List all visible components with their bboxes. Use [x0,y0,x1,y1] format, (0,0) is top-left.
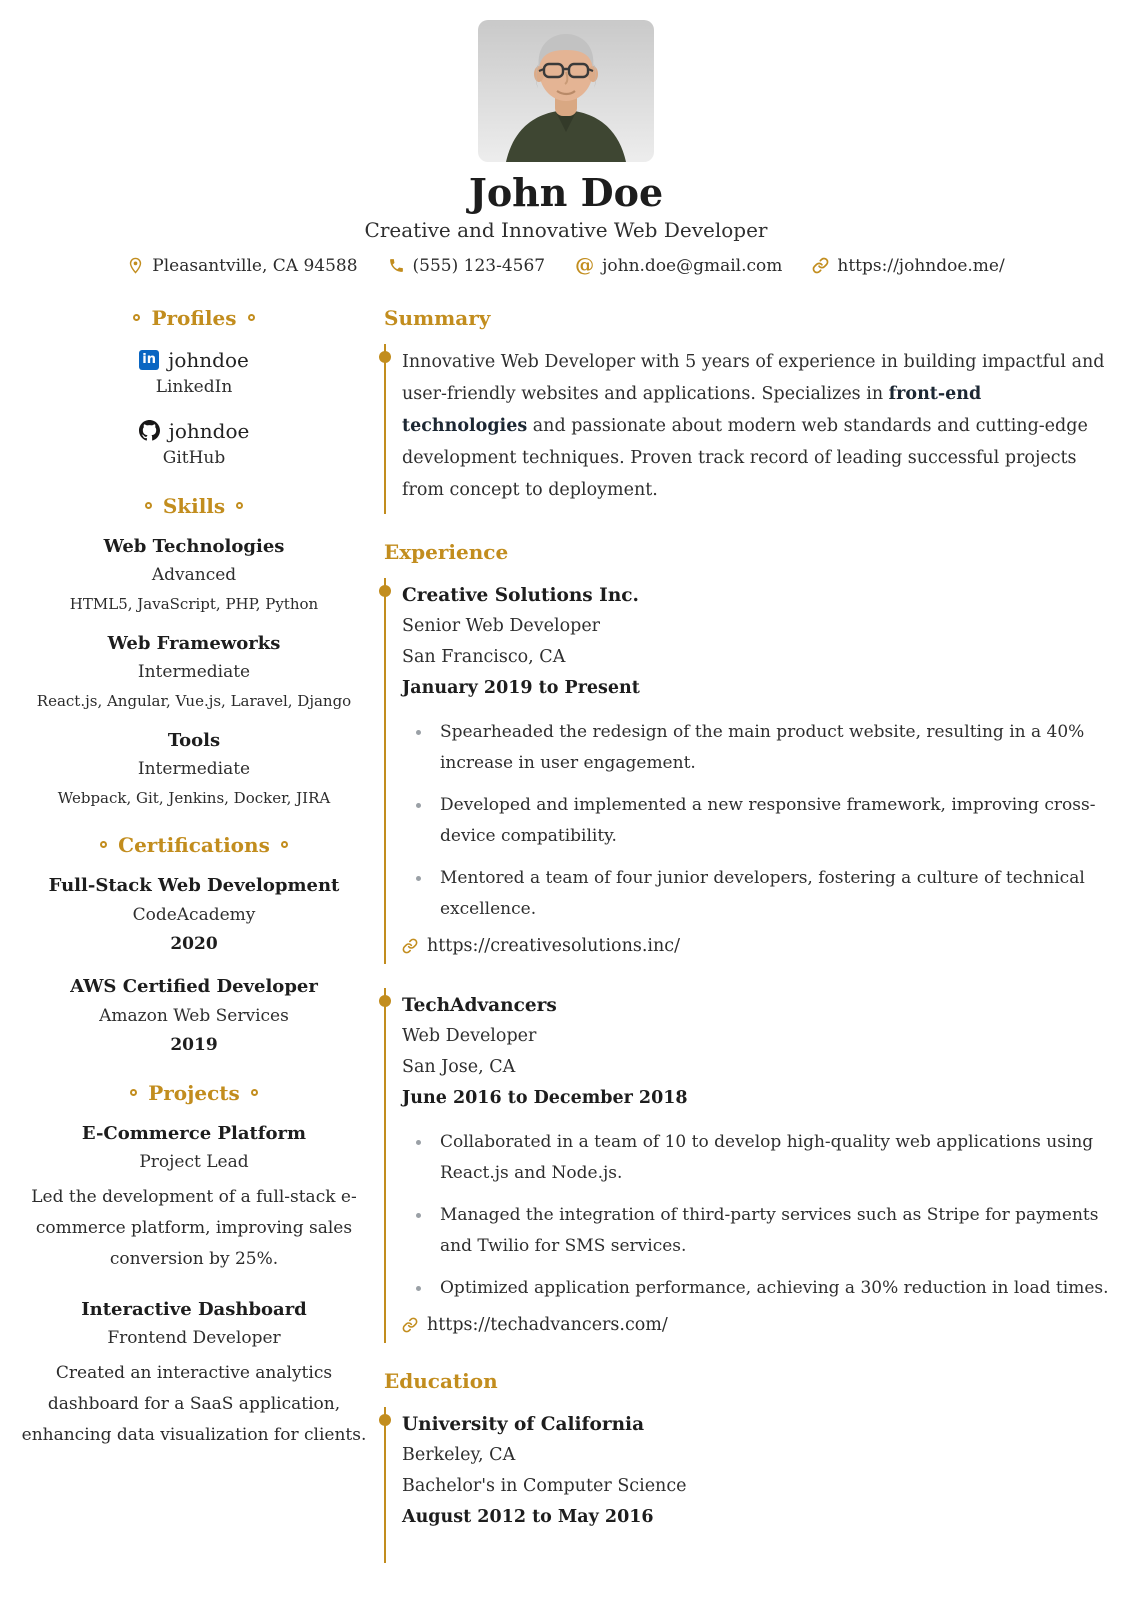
degree: Bachelor's in Computer Science [402,1475,687,1496]
company-url: https://techadvancers.com/ [427,1314,668,1335]
profile-item-github [20,419,368,468]
skill-keywords: HTML5, JavaScript, PHP, Python [69,594,319,613]
project-description: Led the development of a full-stack e-commerce platform, improving sales conversion by 25%. [31,1186,357,1269]
profile-photo [478,20,654,162]
project-item [20,1299,368,1451]
project-role: Project Lead [139,1151,249,1172]
bullet-item: Mentored a team of four junior developers, fostering a culture of technical excellence. [416,863,1112,925]
contact-phone[interactable] [388,256,546,276]
certification-year: 2020 [170,933,218,954]
person-headline: Creative and Innovative Web Developer [364,217,768,242]
certification-item [20,875,368,954]
summary-entry [384,344,1112,514]
ring-icon [130,1089,137,1096]
certifications-section [20,833,368,1055]
date-range: August 2012 to May 2016 [402,1506,654,1527]
certification-name: AWS Certified Developer [70,975,318,997]
contact-email[interactable] [575,256,782,276]
experience-bullets [402,1127,1112,1304]
skill-level: Advanced [151,564,237,585]
skill-name: Tools [167,729,221,751]
link-icon [402,1317,418,1333]
sidebar [20,306,368,1477]
certifications-heading [20,833,368,857]
contact-website-text: https://johndoe.me/ [837,255,1005,276]
skills-heading [20,494,368,518]
profile-item-linkedin [20,348,368,397]
ring-icon [281,841,288,848]
institution-location: Berkeley, CA [402,1444,516,1465]
contact-location-text: Pleasantville, CA 94588 [152,255,358,276]
bullet-item: Collaborated in a team of 10 to develop high-quality web applications using React.js and Node.js. [416,1127,1112,1189]
skill-keywords: Webpack, Git, Jenkins, Docker, JIRA [57,788,331,807]
ring-icon [248,314,255,321]
bullet-item: Managed the integration of third-party services such as Stripe for payments and Twilio for SMS services. [416,1200,1112,1262]
date-range: June 2016 to December 2018 [402,1087,688,1108]
person-name: John Doe [468,170,664,215]
profiles-heading-text: Profiles [151,305,237,330]
contact-phone-text: (555) 123-4567 [412,255,546,276]
bullet-item: Optimized application performance, achieving a 30% reduction in load times. [416,1273,1112,1304]
link-icon [812,257,829,274]
company-url: https://creativesolutions.inc/ [427,935,680,956]
project-role: Frontend Developer [107,1327,281,1348]
company-link[interactable] [402,1315,1112,1335]
experience-entry [384,988,1112,1343]
skill-level: Intermediate [137,661,251,682]
education-section [384,1369,1112,1563]
skill-name: Web Frameworks [107,632,281,654]
certification-issuer: Amazon Web Services [99,1005,289,1026]
skill-level: Intermediate [137,758,251,779]
contact-row [20,256,1112,276]
resume-body [20,306,1112,1589]
certifications-heading-text: Certifications [118,832,270,857]
certification-item [20,976,368,1055]
certification-issuer: CodeAcademy [132,904,256,925]
skill-keywords: React.js, Angular, Vue.js, Laravel, Django [36,691,352,710]
profile-photo-illustration [478,20,654,162]
company-name: Creative Solutions Inc. [402,584,639,606]
contact-email-text: john.doe@gmail.com [602,255,783,276]
project-item [20,1123,368,1275]
at-icon: @ [575,254,595,277]
projects-section [20,1081,368,1451]
skill-group [20,730,368,807]
position: Senior Web Developer [402,615,601,636]
contact-location [127,256,357,276]
summary-heading: Summary [384,305,491,330]
profiles-heading [20,306,368,330]
summary-section [384,306,1112,514]
phone-icon [388,257,405,274]
contact-website[interactable] [812,256,1004,276]
link-icon [402,938,418,954]
ring-icon [133,314,140,321]
ring-icon [251,1089,258,1096]
resume-header [20,20,1112,276]
bullet-item: Developed and implemented a new responsive framework, improving cross-device compatibility. [416,790,1112,852]
map-pin-icon [127,257,144,274]
projects-heading-text: Projects [148,1080,240,1105]
certification-name: Full-Stack Web Development [48,874,340,896]
ring-icon [100,841,107,848]
summary-text-part: Innovative Web Developer with 5 years of experience in building impactful and user-friendly websites and applications. Specializes in [402,351,1105,404]
institution-name: University of California [402,1413,645,1435]
date-range: January 2019 to Present [402,677,640,698]
education-heading: Education [384,1368,498,1393]
experience-entry [384,578,1112,964]
company-location: San Francisco, CA [402,646,566,667]
skill-group [20,633,368,710]
certification-year: 2019 [170,1034,218,1055]
experience-bullets [402,717,1112,925]
profile-network-label: GitHub [162,447,226,468]
project-name: E-Commerce Platform [81,1122,307,1144]
main-column [384,306,1112,1589]
profile-username[interactable]: johndoe [168,418,250,443]
experience-heading: Experience [384,539,509,564]
skills-heading-text: Skills [162,493,226,518]
experience-section [384,540,1112,1343]
summary-text [402,346,1112,506]
education-entry [384,1407,1112,1563]
skills-section [20,494,368,807]
github-icon [139,420,160,441]
company-name: TechAdvancers [402,994,557,1016]
position: Web Developer [402,1025,537,1046]
project-description: Created an interactive analytics dashboard for a SaaS application, enhancing data visualization for clients. [21,1362,367,1445]
bullet-item: Spearheaded the redesign of the main product website, resulting in a 40% increase in user engagement. [416,717,1112,779]
company-location: San Jose, CA [402,1056,516,1077]
profile-username[interactable]: johndoe [168,347,249,372]
linkedin-icon: in [139,350,159,370]
profiles-section [20,306,368,468]
company-link[interactable] [402,936,1112,956]
profile-network-label: LinkedIn [155,376,233,397]
skill-name: Web Technologies [103,535,285,557]
ring-icon [236,502,243,509]
projects-heading [20,1081,368,1105]
ring-icon [145,502,152,509]
profile-row [20,348,368,372]
skill-group [20,536,368,613]
summary-text-bold: front-end technologies [402,383,982,436]
profile-row [20,419,368,443]
summary-text-part: and passionate about modern web standards and cutting-edge development techniques. Proven track record of leading successful projects from concept to deployment. [402,415,1088,500]
project-name: Interactive Dashboard [81,1298,307,1320]
